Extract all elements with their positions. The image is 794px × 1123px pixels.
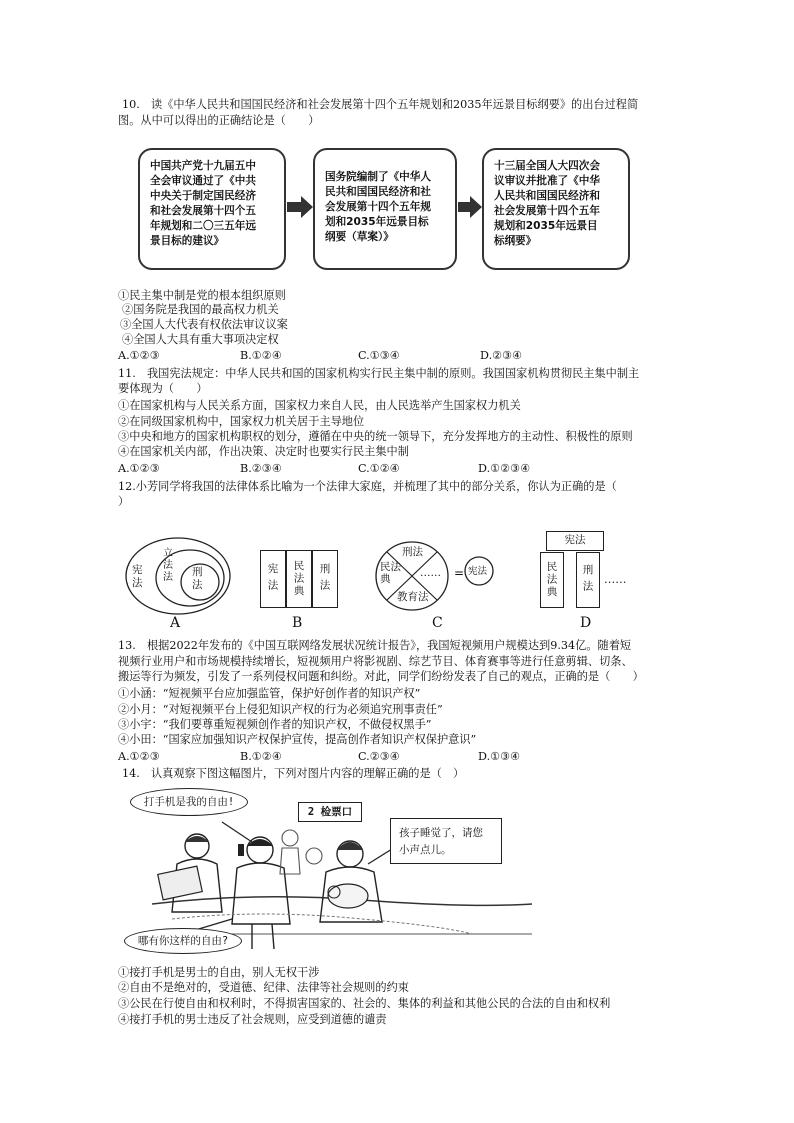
q13-option-3: ③小宇：“我们要尊重短视频创作者的知识产权，不做侵权黑手”	[118, 718, 432, 731]
flow-box-2: 国务院编制了《中华人 民共和国国民经济和社 会发展第十四个五年规 划和2035年远景目标 纲要（草案）》	[313, 148, 457, 270]
q10-stem-line1: 10. 读《中华人民共和国国民经济和社会发展第十四个五年规划和2035年远景目标纲要》的出台过程简	[122, 98, 639, 111]
q10-option-4: ④全国人大具有重大事项决定权	[122, 333, 279, 346]
flow-box-1: 中国共产党十九届五中 全会审议通过了《中共 中央关于制定国民经济 和社会发展第十四个五 年规划和二〇三五年远 景目标的建议》	[138, 148, 286, 270]
diagram-b-box-2: 民法典	[286, 550, 312, 608]
q11-option-2: ②在同级国家机构中，国家权力机关居于主导地位	[118, 415, 365, 428]
q10-choice-a: A.①②③	[118, 349, 160, 362]
q13-stem-line1: 13. 根据2022年发布的《中国互联网络发展状况统计报告》，我国短视频用户规模达到9.34亿。随着短	[118, 639, 632, 652]
q13-stem-line2: 视频行业用户和市场规模持续增长，短视频用户将影视剧、综艺节目、体育赛事等进行任意剪辑、切条、	[118, 655, 633, 668]
speech-bubble-man: 打手机是我的自由!	[130, 788, 248, 816]
q11-choice-d: D.①②③④	[478, 462, 531, 475]
q10-option-1: ①民主集中制是党的根本组织原则	[118, 289, 286, 302]
diagram-b-box-1: 宪法	[260, 550, 286, 608]
diagram-a-mid-label: 立法法	[163, 548, 173, 583]
q12-stem-line2: ）	[118, 495, 130, 508]
q14-stem: 14. 认真观察下图这幅图片，下列对图片内容的理解正确的是（ ）	[122, 767, 465, 780]
diagram-d-dots: ……	[604, 573, 627, 586]
q10-choice-c: C.①③④	[358, 349, 400, 362]
q10-choice-d: D.②③④	[480, 349, 523, 362]
diagram-d-box-1: 民法典	[540, 552, 564, 608]
q13-option-1: ①小涵：“短视频平台应加强监管，保护好创作者的知识产权”	[118, 687, 421, 700]
flow-arrow-1-icon	[287, 196, 313, 218]
gate-sign: 2 检票口	[298, 802, 362, 822]
q13-stem-line3: 搬运等行为频发，引发了一系列侵权问题和纠纷。对此，同学们纷纷发表了自己的观点，正确的是（ ）	[118, 670, 644, 683]
q11-choice-b: B.②③④	[240, 462, 282, 475]
diagram-c-left: 民法典	[380, 561, 401, 585]
q14-option-4: ④接打手机的男士违反了社会规则，应受到道德的谴责	[118, 1013, 387, 1026]
q10-stem-line2: 图。从中可以得出的正确结论是（ ）	[118, 114, 320, 127]
q13-choice-c: C.②③④	[358, 750, 400, 763]
diagram-b-caption: B	[292, 615, 303, 631]
q11-stem-line2: 要体现为（ ）	[118, 382, 208, 395]
speech-bubble-bottom: 哪有你这样的自由?	[124, 928, 242, 954]
diagram-d-top: 宪法	[546, 531, 604, 551]
q14-option-2: ②自由不是绝对的，受道德、纪律、法律等社会规则的约束	[118, 981, 409, 994]
diagram-a-caption: A	[170, 615, 181, 631]
diagram-c-top: 刑法	[402, 546, 423, 558]
q11-choice-c: C.①②④	[358, 462, 400, 475]
q12-stem-line1: 12.小芳同学将我国的法律体系比喻为一个法律大家庭，并梳理了其中的部分关系，你认为正确的是（	[118, 480, 617, 493]
diagram-c-equals: =	[454, 566, 465, 580]
q11-choice-a: A.①②③	[118, 462, 160, 475]
diagram-c-circle-label: 宪法	[468, 566, 488, 577]
q11-option-1: ①在国家机构与人民关系方面，国家权力来自人民，由人民选举产生国家权力机关	[118, 399, 521, 412]
q14-option-1: ①接打手机是男士的自由，别人无权干涉	[118, 966, 320, 979]
diagram-d-caption: D	[580, 615, 592, 631]
q13-choice-b: B.①②④	[240, 750, 282, 763]
flow-arrow-2-icon	[458, 196, 482, 218]
q11-option-4: ④在国家机关内部，作出决策、决定时也要实行民主集中制	[118, 445, 409, 458]
speech-bubble-woman: 孩子睡觉了，请您 小声点儿。	[390, 818, 502, 864]
q13-option-2: ②小月：“对短视频平台上侵犯知识产权的行为必须追究刑事责任”	[118, 703, 443, 716]
flow-box-3: 十三届全国人大四次会 议审议并批准了《中华 人民共和国国民经济和 社会发展第十四个五年 规划和2035年远景目 标纲要》	[482, 148, 630, 270]
q13-choice-d: D.①③④	[478, 750, 521, 763]
diagram-c-right: ……	[420, 567, 441, 579]
q10-option-2: ②国务院是我国的最高权力机关	[122, 303, 279, 316]
diagram-a-inner-label: 刑法	[192, 566, 203, 591]
q11-stem-line1: 11. 我国宪法规定：中华人民共和国的国家机构实行民主集中制的原则。我国国家机构贯彻民主集中制主	[118, 367, 640, 380]
q10-choice-b: B.①②④	[240, 349, 282, 362]
diagram-b-box-3: 刑法	[312, 550, 338, 608]
q10-option-3: ③全国人大代表有权依法审议议案	[120, 318, 288, 331]
q13-option-4: ④小田：“国家应加强知识产权保护宣传，提高创作者知识产权保护意识”	[118, 733, 477, 746]
q11-option-3: ③中央和地方的国家机构职权的划分，遵循在中央的统一领导下，充分发挥地方的主动性、积极性的原则	[118, 430, 633, 443]
diagram-d-box-2: 刑法	[576, 552, 600, 608]
diagram-a-outer-label: 宪法	[132, 564, 143, 589]
diagram-c-bottom: 教育法	[397, 591, 429, 603]
q13-choice-a: A.①②③	[118, 750, 160, 763]
q14-option-3: ③公民在行使自由和权利时，不得损害国家的、社会的、集体的利益和其他公民的合法的自由和权利	[118, 997, 611, 1010]
diagram-c-caption: C	[432, 615, 443, 631]
